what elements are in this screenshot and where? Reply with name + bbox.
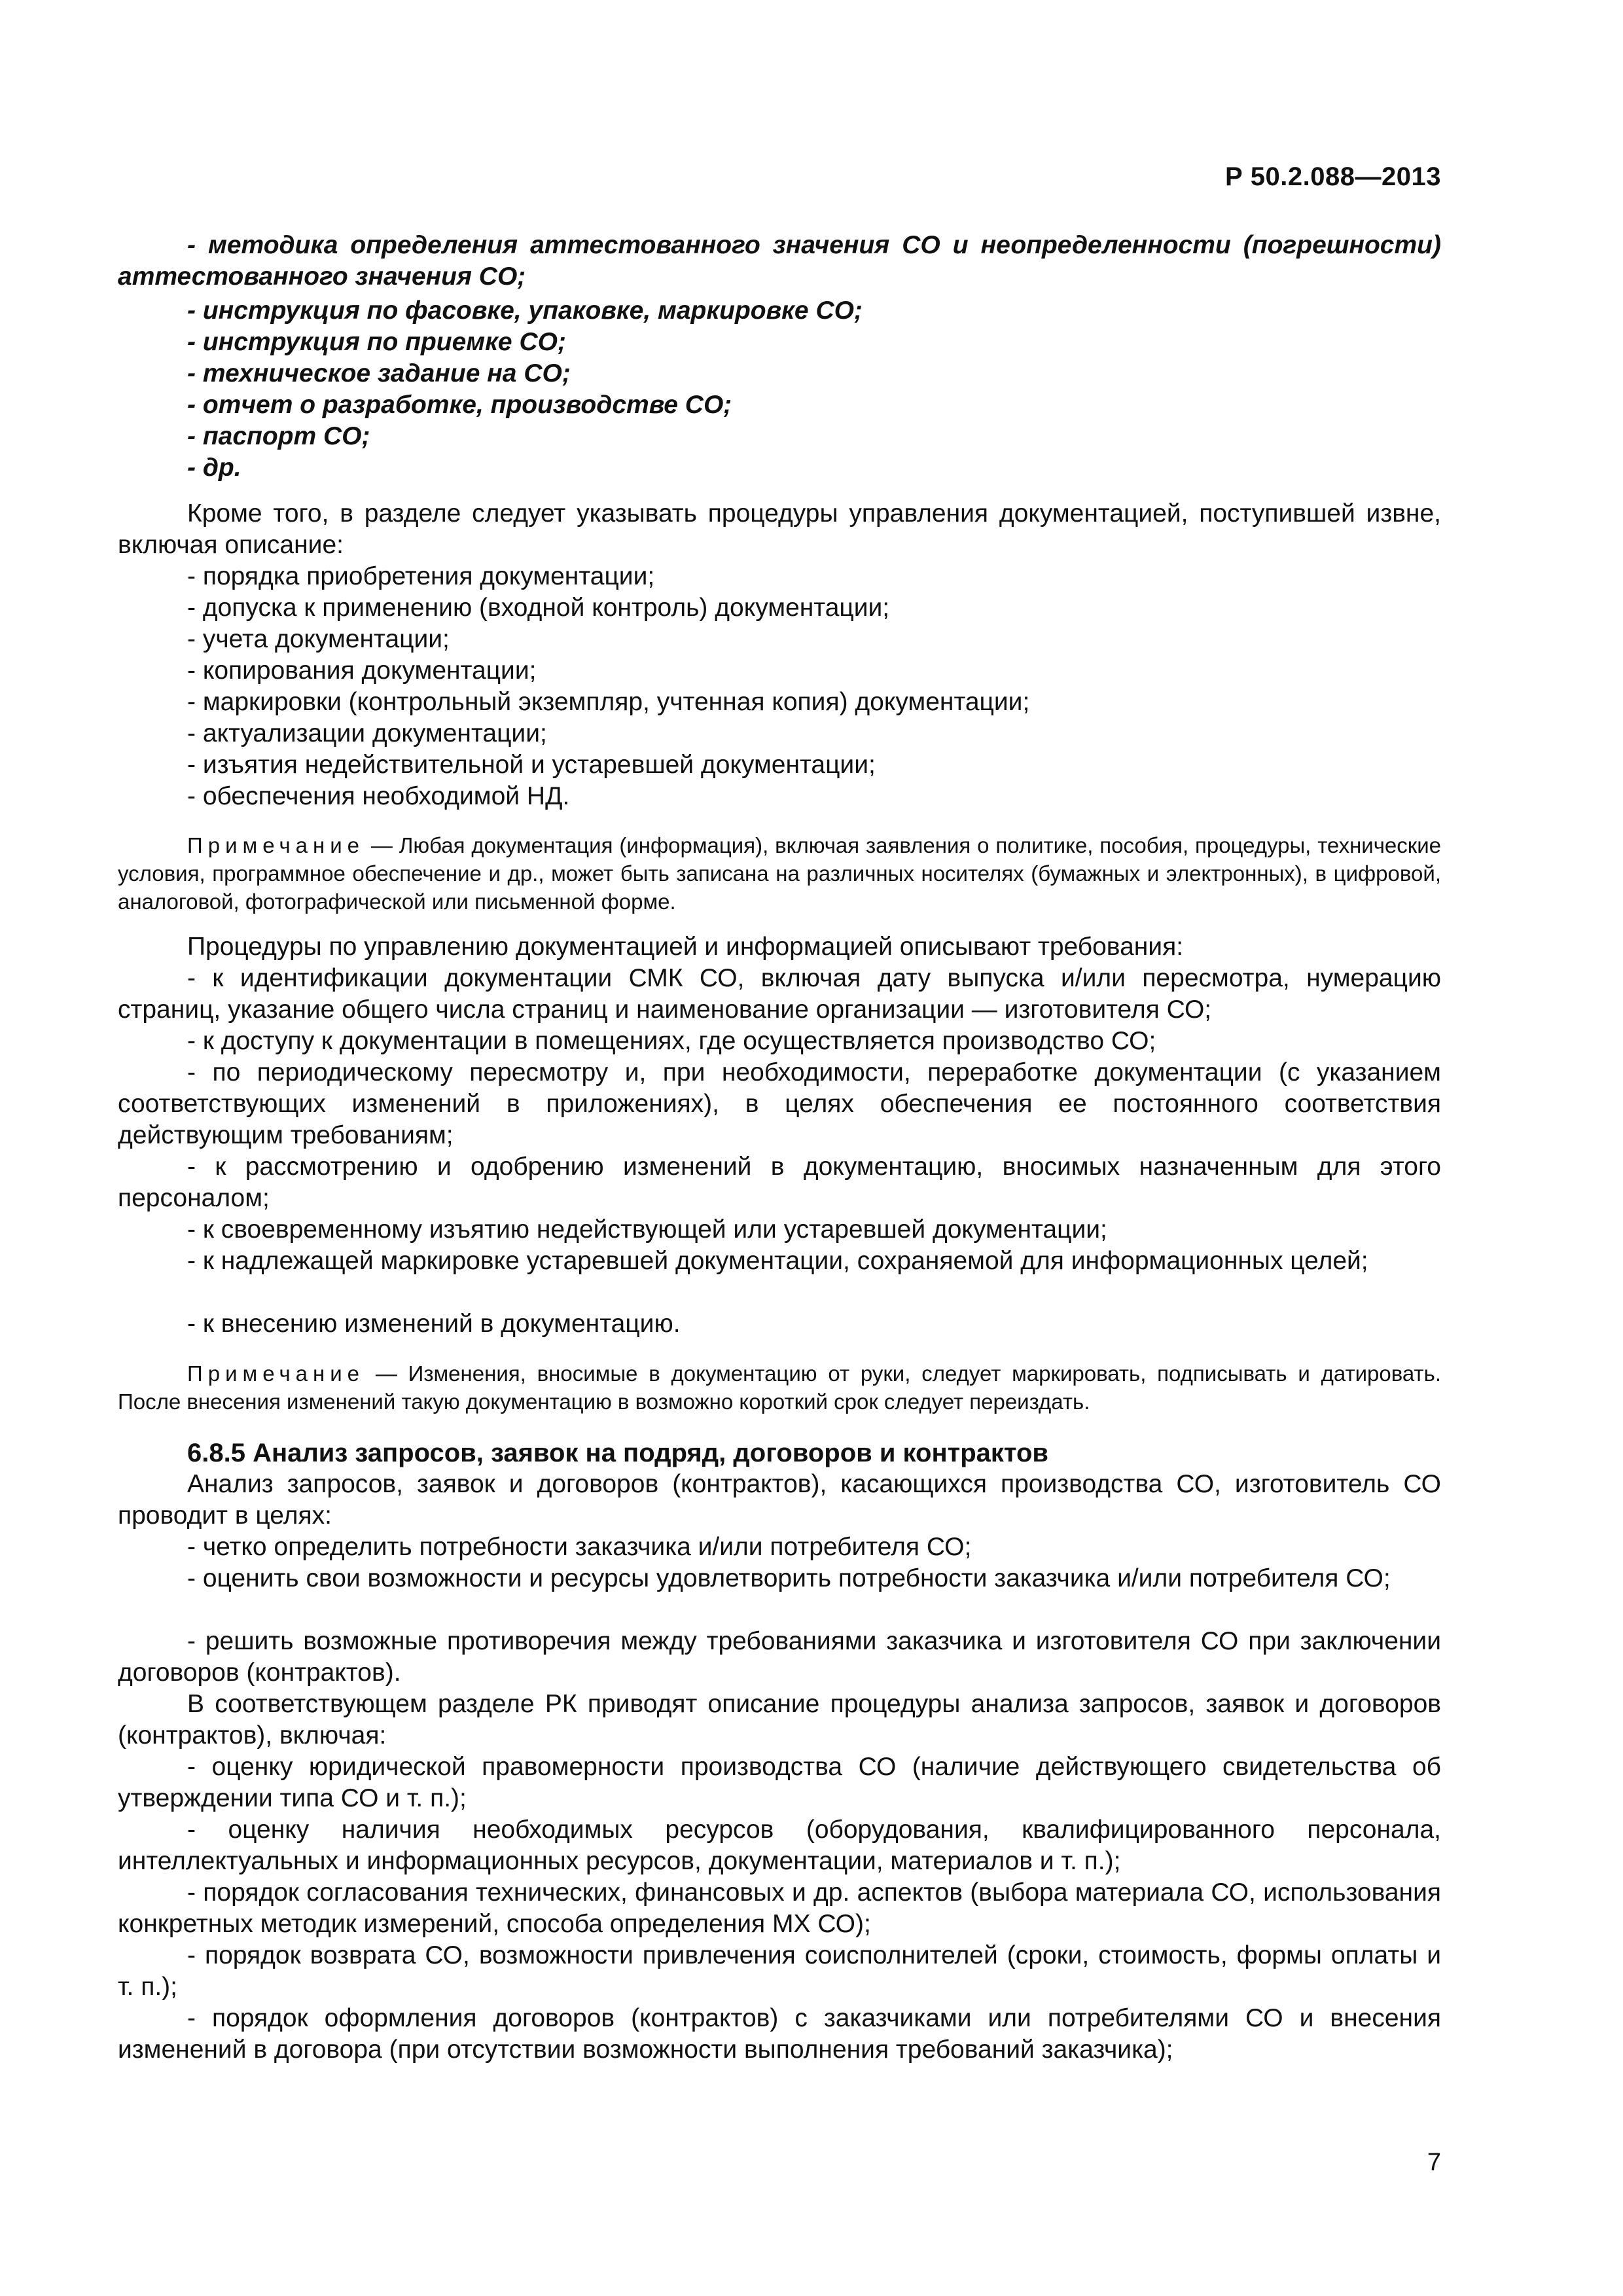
document-page [118,0,1441,2296]
list-item: - порядок оформления договоров (контрактов) с заказчиками или потребителями СО и внесения изменений в договора (при отсутствии возможности выполнения требований заказчика); [118,2004,1441,2064]
list-item: - актуализации документации; [187,719,547,747]
list-item: - обеспечения необходимой НД. [187,782,570,810]
document-code: Р 50.2.088—2013 [1225,162,1441,191]
note-documentation-media [118,831,1441,916]
list-item: - маркировки (контрольный экземпляр, учтенная копия) документации; [187,688,1030,716]
list-item: - к надлежащей маркировке устаревшей документации, сохраняемой для информационных целей; [187,1247,1368,1275]
note-handwritten-changes [118,1359,1441,1416]
list-item: - к доступу к документации в помещениях, где осуществляется производство СО; [187,1027,1156,1055]
list-item: - к идентификации документации СМК СО, включая дату выпуска и/или пересмотра, нумерацию страниц, указание общего числа страниц и наименование организации — изготовителя СО; [118,964,1441,1024]
paragraph-rk: В соответствующем разделе РК приводят описание процедуры анализа запросов, заявок и договоров (контрактов), включая: [118,1690,1441,1749]
list-item-packaging: - инструкция по фасовке, упаковке, маркировке СО; [187,296,863,325]
list-item: - к рассмотрению и одобрению изменений в документацию, вносимых назначенным для этого персоналом; [118,1153,1441,1212]
list-item-methodology: - методика определения аттестованного значения СО и неопределенности (погрешности) аттестованного значения СО; [118,231,1441,291]
list-item-technical-task: - техническое задание на СО; [187,359,571,387]
section-heading: 6.8.5 Анализ запросов, заявок на подряд, договоров и контрактов [187,1439,1048,1467]
list-item: - четко определить потребности заказчика и/или потребителя СО; [187,1533,972,1561]
note-label: Примечание [187,833,365,857]
list-item: - порядок возврата СО, возможности привлечения соисполнителей (сроки, стоимость, формы оплаты и т. п.); [118,1941,1441,2001]
paragraph-external-docs: Кроме того, в разделе следует указывать процедуры управления документацией, поступившей извне, включая описание: [118,499,1441,559]
list-item: - учета документации; [187,625,450,653]
list-item: - оценку наличия необходимых ресурсов (оборудования, квалифицированного персонала, интеллектуальных и информационных ресурсов, документации, материалов и т. п.); [118,1816,1441,1875]
paragraph-section-intro: Анализ запросов, заявок и договоров (контрактов), касающихся производства СО, изготовитель СО проводит в целях: [118,1470,1441,1530]
list-item: - решить возможные противоречия между требованиями заказчика и изготовителя СО при заключении договоров (контрактов). [118,1627,1441,1687]
list-item: - копирования документации; [187,656,537,685]
list-item: - допуска к применению (входной контроль) документации; [187,594,890,622]
list-item-acceptance: - инструкция по приемке СО; [187,328,566,356]
list-item: - к своевременному изъятию недействующей или устаревшей документации; [187,1215,1107,1244]
list-item-passport: - паспорт СО; [187,422,370,450]
paragraph-procedures: Процедуры по управлению документацией и информацией описывают требования: [187,933,1184,961]
list-item: - порядка приобретения документации; [187,562,655,590]
list-item: - порядок согласования технических, финансовых и др. аспектов (выбора материала СО, использования конкретных методик измерений, способа определения МХ СО); [118,1878,1441,1938]
note-text: — Изменения, вносимые в документацию от руки, следует маркировать, подписывать и датировать. После внесения изменений такую документацию в возможно короткий срок следует переиздать. [118,1361,1441,1414]
list-item: - к внесению изменений в документацию. [187,1310,681,1338]
list-item: - оценку юридической правомерности производства СО (наличие действующего свидетельства об утверждении типа СО и т. п.); [118,1753,1441,1812]
list-item: - изъятия недействительной и устаревшей документации; [187,751,876,779]
list-item-other: - др. [187,454,241,482]
note-label: Примечание [187,1361,365,1386]
list-item: - оценить свои возможности и ресурсы удовлетворить потребности заказчика и/или потребителя СО; [187,1564,1391,1592]
note-text: — Любая документация (информация), включая заявления о политике, пособия, процедуры, технические условия, программное обеспечение и др., может быть записана на различных носителях (бумажных и электронных), в цифровой, аналоговой, фотографической или письменной форме. [118,833,1441,914]
list-item-report: - отчет о разработке, производстве СО; [187,391,732,419]
page-number: 7 [1427,2149,1441,2176]
list-item: - по периодическому пересмотру и, при необходимости, переработке документации (с указанием соответствующих изменений в приложениях), в целях обеспечения ее постоянного соответствия действующим требованиям; [118,1058,1441,1149]
